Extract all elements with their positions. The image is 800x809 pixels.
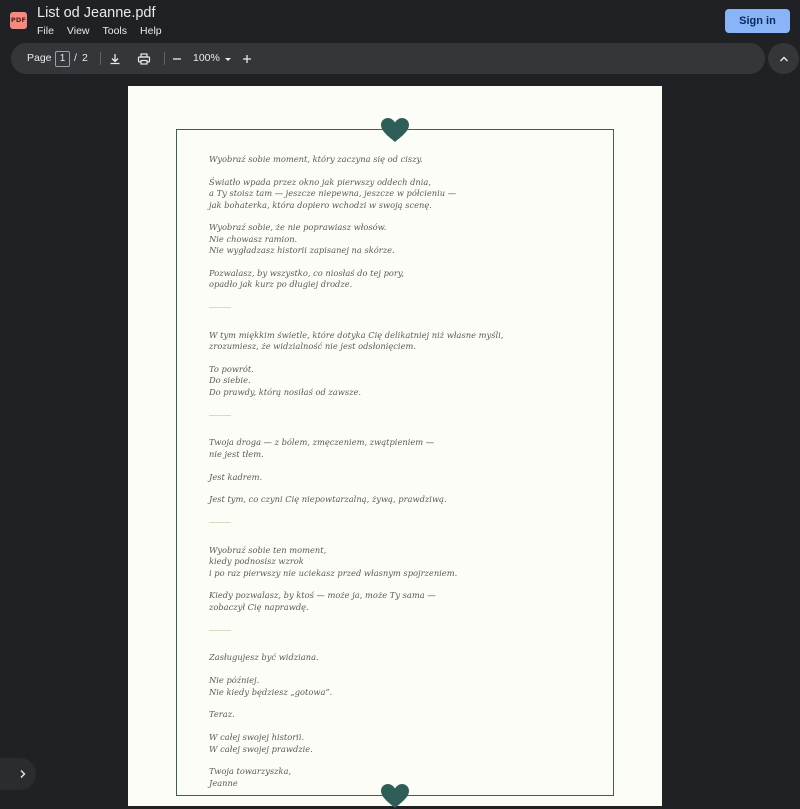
- divider-rule: [209, 522, 231, 523]
- pdf-toolbar: [11, 43, 765, 74]
- letter-line: To powrót.: [209, 364, 254, 375]
- menu-file[interactable]: File: [37, 25, 54, 37]
- section-divider: [209, 522, 599, 533]
- letter-line: [209, 398, 599, 409]
- letter-line: Kiedy pozwalasz, by ktoś — może ja, może Ty sama —: [209, 590, 436, 601]
- menu-view[interactable]: View: [66, 25, 90, 37]
- letter-line: [209, 353, 599, 364]
- collapse-toolbar-button[interactable]: [768, 43, 799, 74]
- letter-line: Światło wpada przez okno jak pierwszy oddech dnia,: [209, 176, 431, 187]
- divider-rule: [209, 415, 231, 416]
- letter-line: [209, 211, 599, 222]
- section-divider: [209, 630, 599, 641]
- letter-line: [209, 506, 599, 517]
- chevron-right-icon: [15, 766, 31, 782]
- letter-line: Jeanne: [209, 777, 238, 788]
- letter-line: [209, 755, 599, 766]
- page-label: Page: [27, 52, 52, 64]
- letter-line: [209, 165, 599, 176]
- chevron-up-icon: [776, 51, 792, 67]
- letter-line: Do siebie.: [209, 375, 251, 386]
- divider-rule: [209, 307, 231, 308]
- open-sidebar-button[interactable]: [0, 758, 36, 790]
- letter-line: [209, 664, 599, 675]
- page-separator: /: [74, 52, 77, 64]
- toolbar-divider: [164, 52, 165, 65]
- letter-line: zrozumiesz, że widzialność nie jest odsłonięciem.: [209, 341, 417, 352]
- section-divider: [209, 415, 599, 426]
- letter-line: Wyobraź sobie, że nie poprawiasz włosów.: [209, 222, 387, 233]
- letter-line: Zasługujesz być widziana.: [209, 652, 319, 663]
- letter-line: Wyobraź sobie ten moment,: [209, 544, 327, 555]
- letter-line: Jest tym, co czyni Cię niepowtarzalną, żywą, prawdziwą.: [209, 494, 447, 505]
- pdf-page: [128, 86, 662, 806]
- letter-line: Jest kadrem.: [209, 471, 263, 482]
- page-number-input[interactable]: 1: [55, 51, 70, 67]
- letter-line: Wyobraź sobie moment, który zaczyna się od ciszy.: [209, 154, 423, 164]
- letter-line: [209, 291, 599, 302]
- letter-line: [209, 426, 599, 437]
- download-icon[interactable]: [107, 51, 123, 67]
- divider-rule: [209, 630, 231, 631]
- letter-line: Twoja towarzyszka,: [209, 766, 292, 777]
- letter-line: [209, 698, 599, 709]
- letter-line: i po raz pierwszy nie uciekasz przed własnym spojrzeniem.: [209, 567, 458, 578]
- letter-line: Teraz.: [209, 709, 235, 720]
- document-title: List od Jeanne.pdf: [37, 5, 156, 21]
- letter-line: a Ty stoisz tam — jeszcze niepewna, jeszcze w półcieniu —: [209, 188, 457, 199]
- letter-line: [209, 721, 599, 732]
- letter-line: Do prawdy, którą nosiłaś od zawsze.: [209, 386, 362, 397]
- letter-line: [209, 613, 599, 624]
- print-icon[interactable]: [136, 51, 152, 67]
- pdf-app-logo-icon: PDF: [10, 12, 27, 29]
- letter-line: jak bohaterka, która dopiero wchodzi w swoją scenę.: [209, 199, 432, 210]
- letter-line: zobaczył Cię naprawdę.: [209, 601, 309, 612]
- menu-tools[interactable]: Tools: [102, 25, 128, 37]
- menu-help[interactable]: Help: [140, 25, 162, 37]
- letter-line: Nie później.: [209, 675, 260, 686]
- letter-line: [209, 579, 599, 590]
- plus-icon[interactable]: [239, 51, 255, 67]
- letter-line: nie jest tłem.: [209, 448, 264, 459]
- letter-line: [209, 534, 599, 545]
- letter-line: [209, 460, 599, 471]
- title-bar: [0, 0, 800, 42]
- letter-line: Nie wygładzasz historii zapisanej na skórze.: [209, 245, 395, 256]
- letter-line: [209, 641, 599, 652]
- letter-line: W całej swojej prawdzie.: [209, 743, 313, 754]
- toolbar-divider: [100, 52, 101, 65]
- letter-line: Twoja droga — z bólem, zmęczeniem, zwątpieniem —: [209, 437, 435, 448]
- minus-icon[interactable]: [169, 51, 185, 67]
- menu-bar: [37, 25, 162, 37]
- letter-line: Pozwalasz, by wszystko, co niosłaś do tej pory,: [209, 267, 405, 278]
- letter-line: [209, 318, 599, 329]
- letter-text: [209, 154, 599, 789]
- letter-line: kiedy podnosisz wzrok: [209, 556, 304, 567]
- total-pages: 2: [82, 52, 88, 64]
- letter-line: [209, 257, 599, 268]
- letter-line: W całej swojej historii.: [209, 732, 305, 743]
- letter-line: W tym miękkim świetle, które dotyka Cię delikatniej niż własne myśli,: [209, 329, 504, 340]
- letter-line: opadło jak kurz po długiej drodze.: [209, 279, 353, 290]
- letter-line: Nie chowasz ramion.: [209, 233, 298, 244]
- sign-in-button[interactable]: Sign in: [725, 9, 790, 33]
- section-divider: [209, 307, 599, 318]
- heart-icon: [380, 117, 410, 143]
- caret-down-icon[interactable]: [220, 51, 236, 67]
- letter-line: [209, 483, 599, 494]
- letter-line: Nie kiedy będziesz „gotowa”.: [209, 686, 333, 697]
- zoom-level[interactable]: 100%: [193, 52, 220, 64]
